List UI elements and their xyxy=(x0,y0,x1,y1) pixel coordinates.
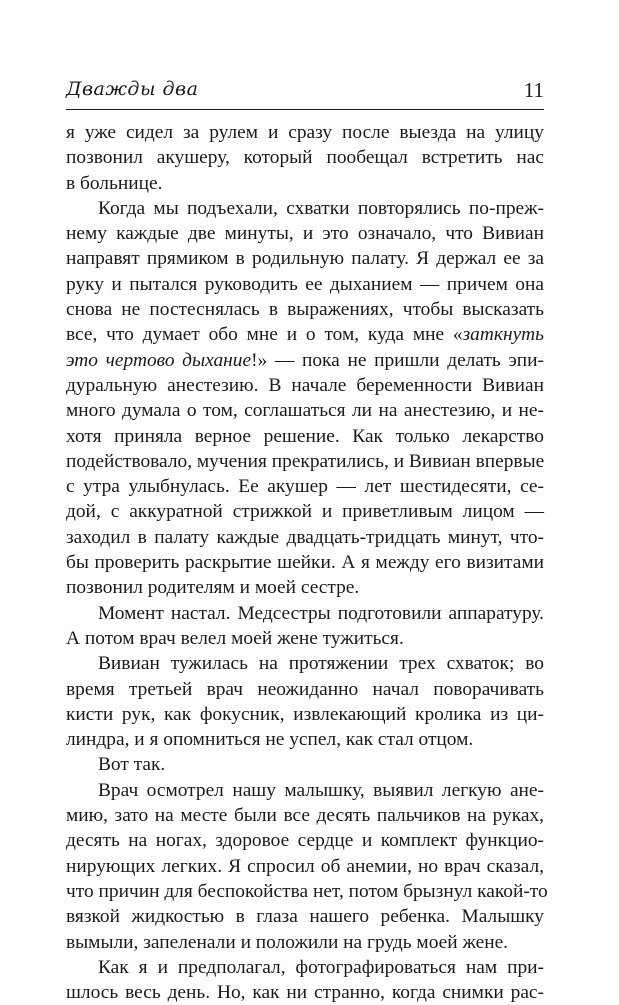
paragraph xyxy=(66,196,544,601)
text-line: вымыли, запеленали и положили на грудь моей жене. xyxy=(66,931,509,953)
page-number: 11 xyxy=(523,78,544,102)
text-line: бы проверить раскрытие шейки. А я между его визитами xyxy=(66,552,544,574)
text-line: Момент настал. Медсестры подготовили аппаратуру. xyxy=(98,602,544,624)
paragraph xyxy=(66,752,544,777)
paragraph xyxy=(66,601,544,652)
text-line: дуральную анестезию. В начале беременности Вивиан xyxy=(66,374,544,396)
text-line: вязкой жидкостью в глаза нашего ребенка. Малышку xyxy=(66,906,544,928)
text-line: что причин для беспокойства нет, потом брызнул какой-то xyxy=(66,880,548,902)
text-line: шлось весь день. Но, как ни странно, когда снимки рас- xyxy=(66,982,544,1004)
text-line: много думала о том, соглашаться ли на анестезию, и не- xyxy=(66,400,544,422)
text-line: в больнице. xyxy=(66,172,163,194)
text-line: Врач осмотрел нашу малышку, выявил легкую ане- xyxy=(98,779,544,801)
running-head xyxy=(66,78,544,104)
book-title: Дважды два xyxy=(66,78,199,100)
text-line: с утра улыбнулась. Ее акушер — лет шестидесяти, се- xyxy=(66,476,544,498)
header-rule xyxy=(66,109,544,110)
text-line: позвонил акушеру, который пообещал встретить нас xyxy=(66,147,544,169)
text-line: линдра, и я опомниться не успел, как стал отцом. xyxy=(66,729,474,751)
italic-phrase: это чертово дыхание xyxy=(66,349,252,371)
text-line: Когда мы подъехали, схватки повторялись по-преж- xyxy=(98,197,544,219)
text-line: руку и пытался руководить ее дыханием — причем она xyxy=(66,273,544,295)
text-line: дой, с аккуратной стрижкой и приветливым лицом — xyxy=(66,501,544,523)
text-line: подействовало, мучения прекратились, и Вивиан впервые xyxy=(66,450,545,472)
text-line-italic-part: это чертово дыхание!» — пока не пришли делать эпи- xyxy=(66,349,544,371)
text-line: хотя приняла верное решение. Как только лекарство xyxy=(66,425,544,447)
text-line: нему каждые две минуты, и это означало, что Вивиан xyxy=(66,223,544,245)
text-line: снова не постеснялась в выражениях, чтобы высказать xyxy=(66,299,544,321)
text-line: десять на ногах, здоровое сердце и комплект функцио- xyxy=(66,830,544,852)
text-line: А потом врач велел моей жене тужиться. xyxy=(66,627,404,649)
page-body xyxy=(66,120,548,1005)
text-line: Вивиан тужилась на протяжении трех схваток; во xyxy=(98,653,544,675)
text-line: позвонил родителям и моей сестре. xyxy=(66,577,360,599)
paragraph xyxy=(66,120,544,196)
paragraph xyxy=(66,955,544,1005)
text-line: время третьей врач неожиданно начал поворачивать xyxy=(66,678,544,700)
text-line: Вот так. xyxy=(98,754,166,776)
text-line: Как я и предполагал, фотографироваться нам при- xyxy=(98,956,544,978)
text-line: я уже сидел за рулем и сразу после выезда на улицу xyxy=(66,122,544,143)
text-line-italic-start: все, что думает обо мне и о том, куда мне «заткнуть xyxy=(66,324,544,346)
text-line: кисти рук, как фокусник, извлекающий кролика из ци- xyxy=(66,703,544,725)
text-line: направят прямиком в родильную палату. Я держал ее за xyxy=(66,248,544,270)
text-line: заходил в палату каждые двадцать-тридцать минут, что- xyxy=(66,526,544,548)
text-line: нирующих легких. Я спросил об анемии, но врач сказал, xyxy=(66,855,544,877)
paragraph xyxy=(66,651,544,752)
paragraph xyxy=(66,778,548,955)
text-line: мию, зато на месте были все десять пальчиков на руках, xyxy=(66,805,544,827)
italic-phrase: заткнуть xyxy=(462,324,544,346)
